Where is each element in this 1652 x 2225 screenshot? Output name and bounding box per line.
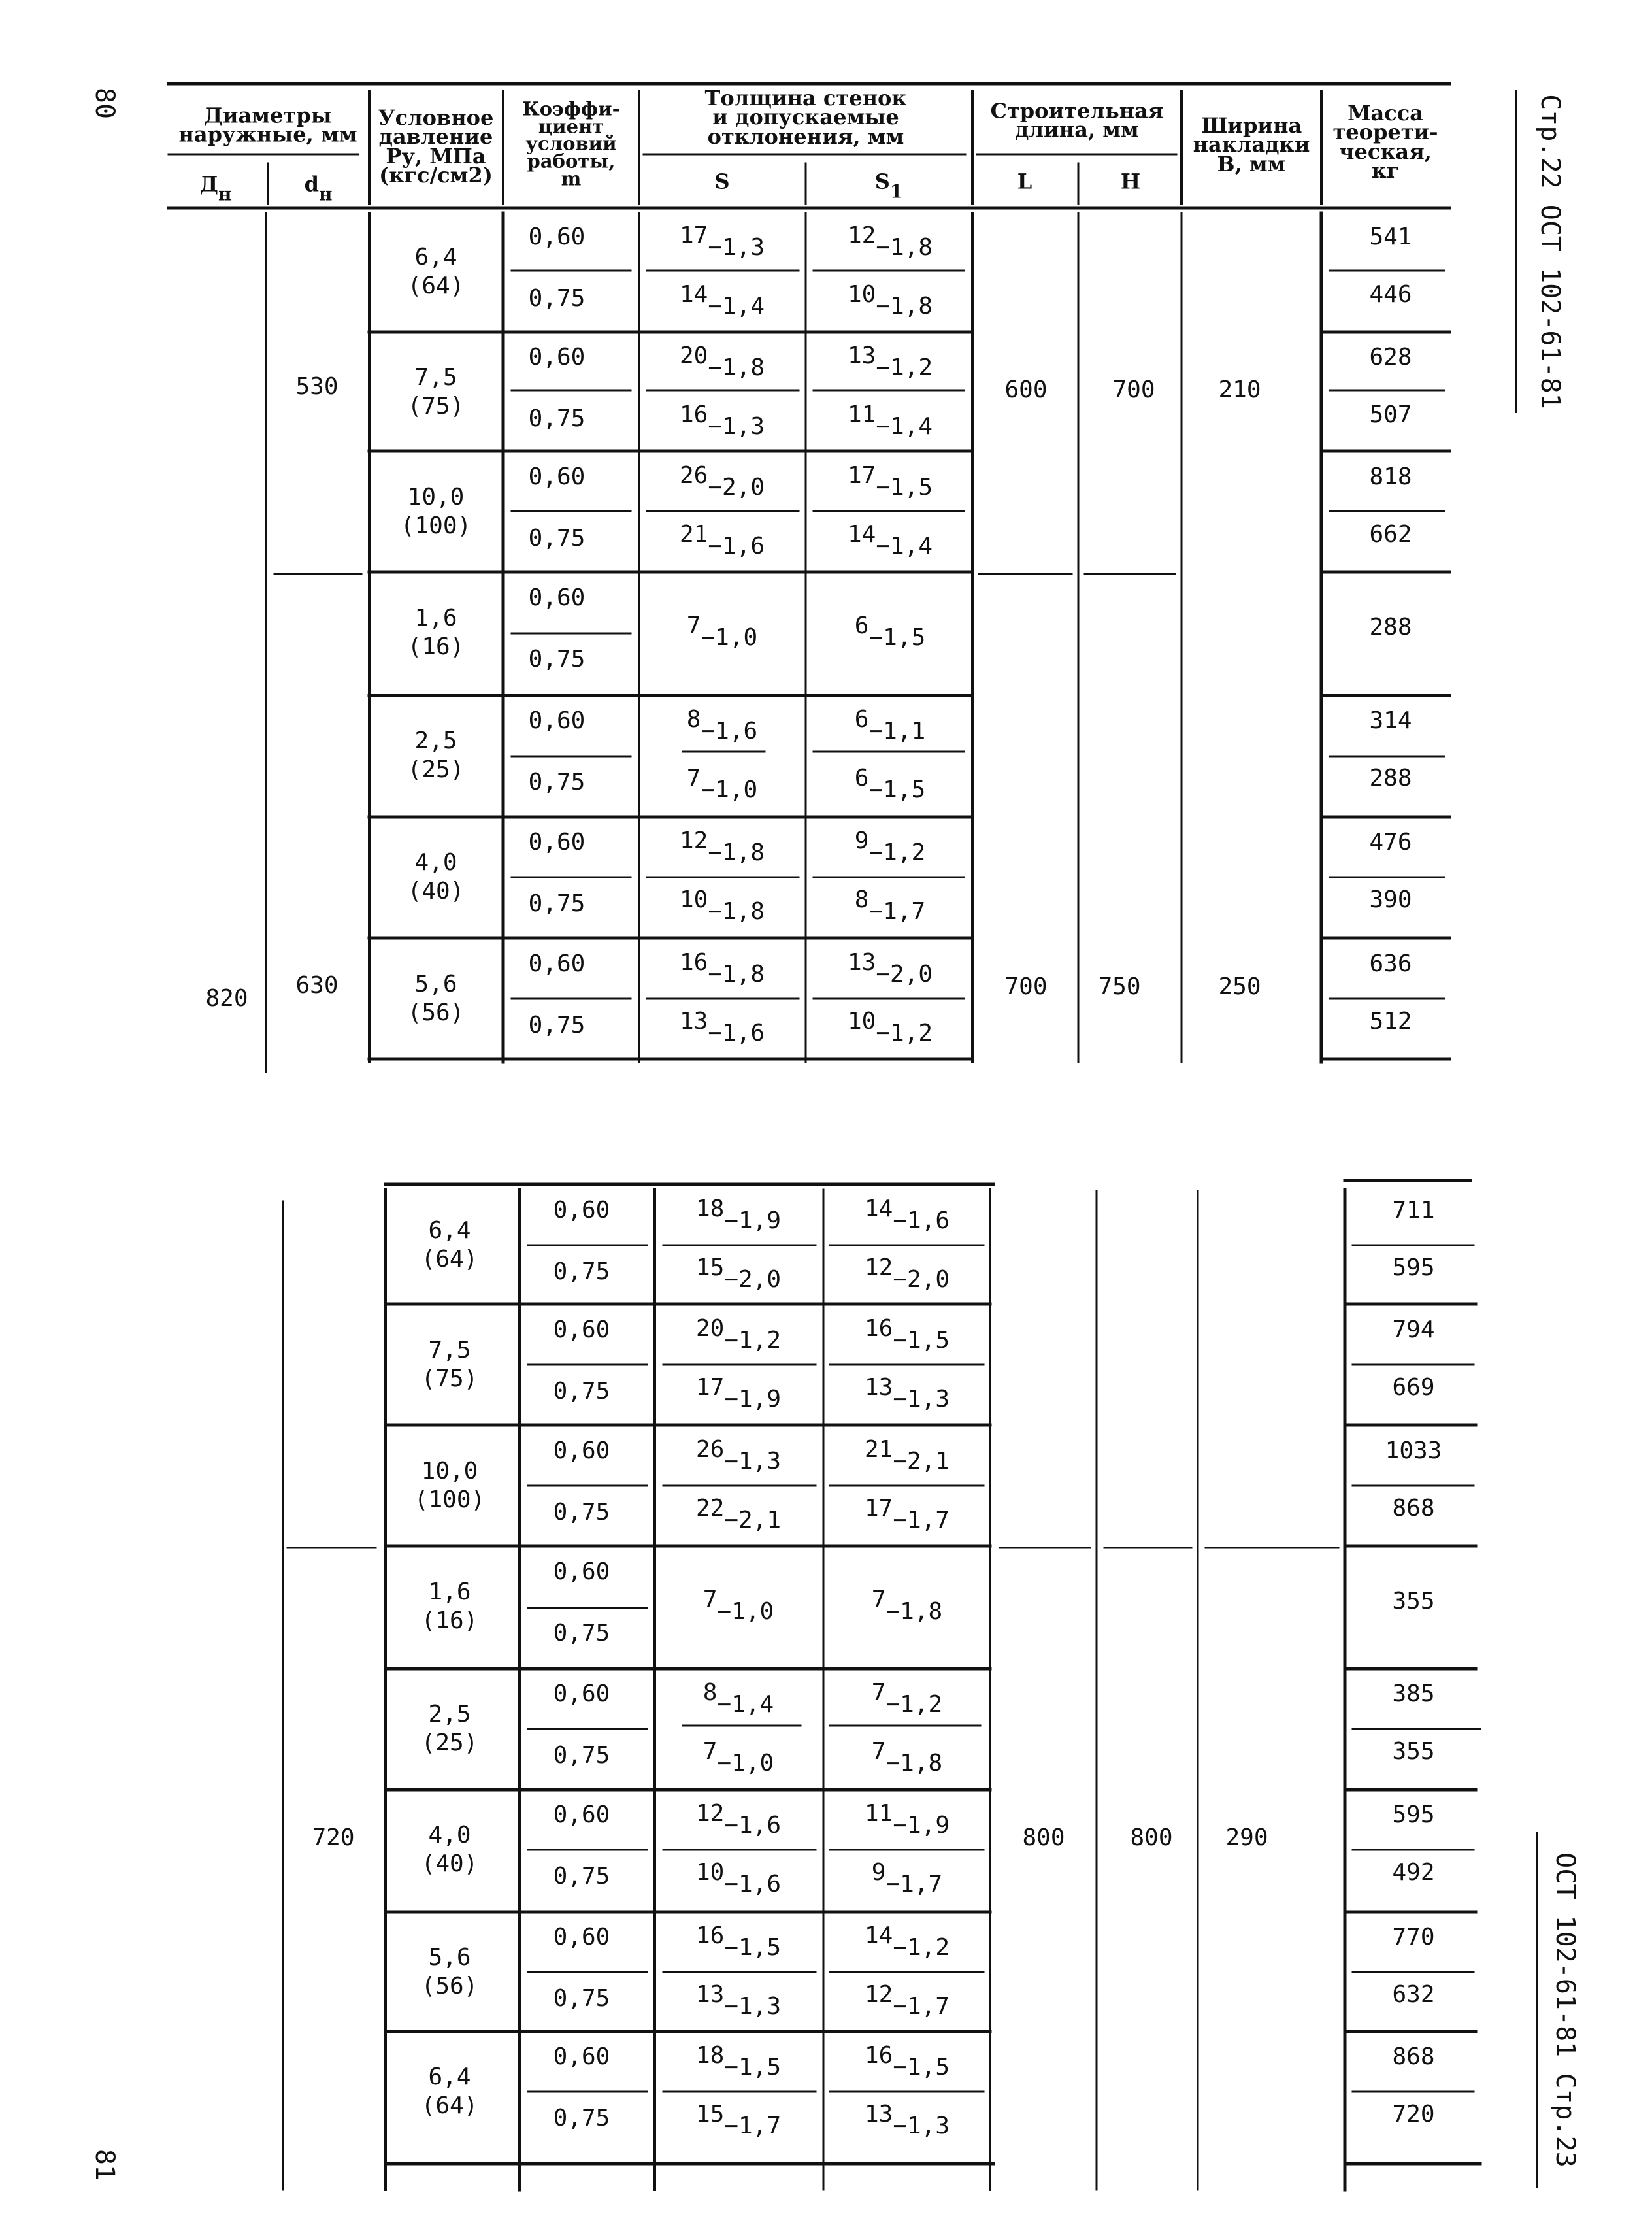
coef-m: 0,75	[553, 1620, 610, 1647]
wall-S1-deviation: −1,2	[868, 839, 926, 866]
coef-m: 0,60	[528, 829, 586, 856]
wall-S	[695, 1254, 782, 1293]
wall-S1	[864, 1436, 950, 1475]
side-label-top: Стр.22 ОСТ 102-61-81	[1535, 94, 1565, 409]
pressure-kgf: (64)	[421, 2092, 478, 2119]
header-S: S	[714, 169, 730, 194]
wall-S	[695, 1315, 782, 1354]
wall-S	[695, 1922, 782, 1961]
coef-m: 0,75	[528, 769, 586, 795]
pressure-kgf: (56)	[407, 999, 465, 1026]
wall-S	[686, 765, 758, 803]
wall-S1	[854, 765, 926, 803]
wall-S-deviation: −1,3	[724, 1993, 782, 2020]
wall-S1-deviation: −1,3	[893, 1386, 950, 1413]
wall-S1	[847, 462, 933, 501]
wall-S-deviation: −1,3	[708, 413, 765, 440]
wall-S-deviation: −1,8	[708, 839, 765, 866]
coef-m: 0,75	[528, 890, 586, 917]
width-B: 290	[1225, 1824, 1268, 1851]
wall-S1	[847, 281, 933, 320]
mass-value: 868	[1392, 1495, 1435, 1522]
wall-S-deviation: −2,0	[708, 474, 765, 501]
wall-S-deviation: −1,5	[724, 1934, 782, 1961]
wall-S1	[847, 1008, 933, 1046]
wall-S-nominal: 7	[702, 1738, 718, 1765]
mass-value: 390	[1369, 886, 1412, 913]
pressure-kgf: (75)	[407, 393, 465, 420]
wall-S-nominal: 16	[695, 1922, 725, 1949]
pressure-mpa: 2,5	[414, 728, 457, 754]
coef-m: 0,60	[553, 1197, 610, 1224]
wall-S1-nominal: 17	[847, 462, 876, 489]
wall-S-nominal: 17	[695, 1374, 725, 1401]
header-H: H	[1120, 169, 1141, 194]
length-L: 700	[1004, 973, 1048, 1000]
wall-S1-nominal: 12	[864, 1254, 893, 1281]
wall-S1-deviation: −1,8	[885, 1750, 943, 1777]
wall-S1-deviation: −1,2	[876, 1020, 933, 1046]
header-width: Ширина накладки B, мм	[1193, 112, 1310, 176]
mass-value: 507	[1369, 401, 1412, 428]
wall-S-deviation: −1,6	[708, 1020, 765, 1046]
mass-value: 632	[1392, 1981, 1435, 2008]
wall-S1	[864, 2101, 950, 2139]
wall-S-nominal: 13	[695, 1981, 725, 2008]
wall-S	[679, 343, 765, 381]
wall-S1-nominal: 7	[871, 1586, 886, 1613]
wall-S1-deviation: −1,2	[885, 1691, 943, 1718]
wall-S	[695, 1436, 782, 1475]
wall-S1	[871, 1859, 943, 1898]
coef-m: 0,75	[528, 646, 586, 673]
header-diameters: Диаметры наружные, мм	[178, 103, 357, 147]
wall-S1-nominal: 12	[847, 222, 876, 249]
wall-S-deviation: −1,8	[708, 354, 765, 381]
outer-diameter-d: 530	[295, 373, 339, 400]
wall-S	[695, 1981, 782, 2020]
length-H: 700	[1112, 376, 1155, 403]
length-H: 800	[1130, 1824, 1173, 1851]
mass-value: 770	[1392, 1924, 1435, 1950]
wall-S1-nominal: 8	[854, 886, 869, 913]
mass-value: 711	[1392, 1197, 1435, 1224]
wall-S1	[864, 1254, 950, 1293]
wall-S1-nominal: 14	[864, 1922, 893, 1949]
wall-S	[686, 612, 758, 651]
pressure-mpa: 6,4	[414, 244, 457, 271]
header-pressure: Условное давление Pу, МПа (кгс/см2)	[378, 105, 494, 188]
mass-value: 595	[1392, 1254, 1435, 1281]
page-number-bottom: 81	[90, 2149, 120, 2181]
header-S1: S1	[874, 169, 903, 203]
pressure-kgf: (100)	[400, 512, 472, 539]
wall-S-nominal: 16	[679, 949, 708, 976]
mass-value: 288	[1369, 765, 1412, 792]
length-L: 800	[1022, 1824, 1065, 1851]
coef-m: 0,60	[553, 1437, 610, 1464]
outer-diameter-D: 820	[205, 985, 248, 1012]
wall-S-nominal: 7	[686, 765, 701, 792]
wall-S1	[864, 1922, 950, 1961]
wall-S1-nominal: 10	[847, 281, 876, 308]
header-D-outer: Дн	[199, 171, 232, 205]
wall-S	[695, 1800, 782, 1839]
wall-S1	[847, 222, 933, 261]
wall-S1-deviation: −2,0	[876, 961, 933, 988]
coef-m: 0,60	[553, 1801, 610, 1828]
wall-S1-nominal: 16	[864, 1315, 893, 1342]
coef-m: 0,60	[528, 707, 586, 734]
wall-S1	[854, 706, 926, 744]
wall-S-deviation: −1,0	[717, 1750, 774, 1777]
page-number-top: 80	[90, 87, 120, 120]
outer-diameter-d: 720	[312, 1824, 355, 1851]
wall-S-nominal: 14	[679, 281, 708, 308]
wall-S-deviation: −1,9	[724, 1386, 782, 1413]
wall-S-nominal: 12	[695, 1800, 725, 1827]
wall-S	[695, 1196, 782, 1234]
wall-S-nominal: 21	[679, 521, 708, 548]
wall-S1-nominal: 11	[847, 401, 876, 428]
wall-S-nominal: 18	[695, 2042, 725, 2069]
wall-S	[695, 2042, 782, 2081]
coef-m: 0,75	[553, 1742, 610, 1769]
coef-m: 0,60	[528, 584, 586, 611]
mass-value: 794	[1392, 1316, 1435, 1343]
mass-value: 541	[1369, 224, 1412, 250]
wall-S-deviation: −1,0	[701, 624, 758, 651]
pressure-mpa: 1,6	[414, 605, 457, 631]
wall-S-nominal: 8	[686, 706, 701, 733]
pressure-kgf: (16)	[421, 1607, 478, 1634]
wall-S-deviation: −1,8	[708, 961, 765, 988]
wall-S1-deviation: −1,3	[893, 2113, 950, 2139]
wall-S1-nominal: 10	[847, 1008, 876, 1035]
mass-value: 512	[1369, 1008, 1412, 1035]
wall-S	[679, 886, 765, 925]
header-mass: Масса теорети- ческая, кг	[1332, 101, 1438, 184]
wall-S-deviation: −2,1	[724, 1507, 782, 1533]
width-B: 250	[1218, 973, 1261, 1000]
coef-m: 0,60	[528, 224, 586, 250]
coef-m: 0,60	[528, 344, 586, 371]
wall-S-nominal: 7	[686, 612, 701, 639]
wall-S	[695, 1495, 782, 1533]
wall-S1	[871, 1679, 943, 1718]
wall-S-deviation: −1,9	[724, 1207, 782, 1234]
pressure-mpa: 1,6	[428, 1579, 471, 1605]
wall-S1-deviation: −1,2	[876, 354, 933, 381]
coef-m: 0,60	[528, 950, 586, 977]
wall-S1	[854, 886, 926, 925]
wall-S	[679, 521, 765, 560]
wall-S-nominal: 15	[695, 2101, 725, 2128]
wall-S1-deviation: −2,1	[893, 1448, 950, 1475]
wall-S	[702, 1679, 774, 1718]
side-label-bottom: ОСТ 102-61-81 Стр.23	[1550, 1852, 1580, 2167]
coef-m: 0,60	[553, 1924, 610, 1950]
pressure-mpa: 2,5	[428, 1701, 471, 1728]
wall-S1-deviation: −1,4	[876, 533, 933, 560]
wall-S1	[871, 1586, 943, 1625]
wall-S-deviation: −1,6	[724, 1871, 782, 1898]
coef-m: 0,75	[528, 405, 586, 432]
wall-S	[679, 281, 765, 320]
wall-S-nominal: 22	[695, 1495, 725, 1522]
wall-S1-deviation: −1,6	[893, 1207, 950, 1234]
wall-S-nominal: 26	[695, 1436, 725, 1463]
wall-S1	[864, 2042, 950, 2081]
wall-S	[679, 401, 765, 440]
wall-S1	[871, 1738, 943, 1777]
wall-S1-deviation: −1,5	[868, 624, 926, 651]
pressure-mpa: 10,0	[421, 1458, 478, 1484]
wall-S	[679, 222, 765, 261]
wall-S-deviation: −1,6	[701, 718, 758, 744]
wall-S	[695, 1374, 782, 1413]
wall-S1	[864, 1981, 950, 2020]
mass-value: 628	[1369, 344, 1412, 371]
wall-S-nominal: 16	[679, 401, 708, 428]
mass-value: 868	[1392, 2043, 1435, 2070]
wall-S-deviation: −1,6	[708, 533, 765, 560]
coef-m: 0,60	[553, 1558, 610, 1585]
mass-value: 492	[1392, 1859, 1435, 1886]
mass-value: 636	[1369, 950, 1412, 977]
wall-S-nominal: 10	[679, 886, 708, 913]
pressure-mpa: 4,0	[414, 849, 457, 876]
wall-S1	[847, 949, 933, 988]
pressure-mpa: 5,6	[414, 971, 457, 997]
wall-S1-nominal: 16	[864, 2042, 893, 2069]
length-L: 600	[1004, 376, 1048, 403]
wall-S-nominal: 8	[702, 1679, 718, 1706]
wall-S1-nominal: 17	[864, 1495, 893, 1522]
wall-S1-nominal: 6	[854, 706, 869, 733]
wall-S1-deviation: −1,8	[876, 293, 933, 320]
wall-S1-nominal: 7	[871, 1738, 886, 1765]
wall-S1-deviation: −1,7	[885, 1871, 943, 1898]
wall-S	[702, 1586, 774, 1625]
wall-S	[679, 828, 765, 866]
wall-S-deviation: −1,3	[724, 1448, 782, 1475]
wall-S1	[864, 1374, 950, 1413]
wall-S-deviation: −1,7	[724, 2113, 782, 2139]
mass-value: 1033	[1385, 1437, 1442, 1464]
mass-value: 595	[1392, 1801, 1435, 1828]
coef-m: 0,75	[528, 285, 586, 312]
wall-S1-nominal: 14	[847, 521, 876, 548]
mass-value: 476	[1369, 829, 1412, 856]
mass-value: 720	[1392, 2101, 1435, 2128]
wall-S1	[864, 1495, 950, 1533]
wall-S1	[864, 1315, 950, 1354]
wall-S-nominal: 20	[695, 1315, 725, 1342]
wall-S-nominal: 13	[679, 1008, 708, 1035]
pressure-kgf: (25)	[421, 1730, 478, 1756]
wall-S1-deviation: −1,8	[876, 234, 933, 261]
pressure-kgf: (64)	[421, 1246, 478, 1273]
wall-S-deviation: −1,4	[717, 1691, 774, 1718]
wall-S1	[864, 1800, 950, 1839]
coef-m: 0,75	[528, 525, 586, 552]
wall-S1-nominal: 21	[864, 1436, 893, 1463]
wall-S-nominal: 10	[695, 1859, 725, 1886]
coef-m: 0,75	[553, 1863, 610, 1890]
pressure-mpa: 4,0	[428, 1822, 471, 1849]
pressure-kgf: (16)	[407, 633, 465, 660]
coef-m: 0,75	[553, 1985, 610, 2012]
wall-S1-nominal: 6	[854, 765, 869, 792]
pressure-mpa: 10,0	[407, 484, 465, 510]
mass-value: 446	[1369, 281, 1412, 308]
wall-S-nominal: 17	[679, 222, 708, 249]
coef-m: 0,75	[528, 1012, 586, 1039]
coef-m: 0,60	[553, 1681, 610, 1707]
wall-S	[679, 1008, 765, 1046]
wall-S1-deviation: −1,7	[868, 898, 926, 925]
wall-S1-nominal: 7	[871, 1679, 886, 1706]
coef-m: 0,60	[528, 463, 586, 490]
wall-S1-deviation: −1,2	[893, 1934, 950, 1961]
wall-S1-deviation: −1,4	[876, 413, 933, 440]
pressure-kgf: (64)	[407, 273, 465, 299]
wall-S1-deviation: −1,5	[893, 1327, 950, 1354]
wall-S1	[847, 521, 933, 560]
wall-S1	[847, 401, 933, 440]
wall-S-nominal: 18	[695, 1196, 725, 1222]
wall-S1-deviation: −1,7	[893, 1993, 950, 2020]
pressure-kgf: (25)	[407, 756, 465, 783]
header-coef: Коэффи- циент условий работы, m	[522, 97, 620, 190]
wall-S-deviation: −1,3	[708, 234, 765, 261]
mass-value: 818	[1369, 463, 1412, 490]
wall-S1-deviation: −1,1	[868, 718, 926, 744]
wall-S-nominal: 20	[679, 343, 708, 369]
wall-S-deviation: −1,6	[724, 1812, 782, 1839]
coef-m: 0,75	[553, 2105, 610, 2132]
pressure-mpa: 6,4	[428, 1217, 471, 1244]
wall-S1-nominal: 14	[864, 1196, 893, 1222]
wall-S	[695, 1859, 782, 1898]
wall-S1-deviation: −1,9	[893, 1812, 950, 1839]
coef-m: 0,75	[553, 1378, 610, 1405]
outer-diameter-d: 630	[295, 972, 339, 999]
wall-S1-nominal: 13	[864, 1374, 893, 1401]
mass-value: 662	[1369, 521, 1412, 548]
wall-S1-nominal: 6	[854, 612, 869, 639]
pressure-kgf: (40)	[421, 1850, 478, 1877]
wall-S	[702, 1738, 774, 1777]
pressure-kgf: (56)	[421, 1973, 478, 1999]
header-d-outer: dн	[304, 171, 333, 205]
wall-S	[695, 2101, 782, 2139]
pressure-kgf: (100)	[414, 1486, 486, 1513]
pressure-kgf: (75)	[421, 1365, 478, 1392]
wall-S1	[854, 828, 926, 866]
wall-S	[686, 706, 758, 744]
wall-S1	[847, 343, 933, 381]
wall-S-deviation: −1,5	[724, 2054, 782, 2081]
wall-S	[679, 949, 765, 988]
wall-S-deviation: −1,4	[708, 293, 765, 320]
wall-S1	[864, 1196, 950, 1234]
pressure-mpa: 7,5	[414, 364, 457, 391]
width-B: 210	[1218, 376, 1261, 403]
wall-S1-deviation: −1,5	[893, 2054, 950, 2081]
mass-value: 355	[1392, 1738, 1435, 1765]
coef-m: 0,75	[553, 1499, 610, 1526]
wall-S-nominal: 26	[679, 462, 708, 489]
header-L: L	[1017, 169, 1032, 194]
wall-S1-deviation: −1,5	[868, 777, 926, 803]
wall-S1-nominal: 9	[871, 1859, 886, 1886]
wall-S1-deviation: −1,8	[885, 1598, 943, 1625]
pressure-mpa: 6,4	[428, 2064, 471, 2090]
wall-S1-deviation: −2,0	[893, 1266, 950, 1293]
wall-S1-deviation: −1,5	[876, 474, 933, 501]
coef-m: 0,60	[553, 2043, 610, 2070]
wall-S1	[854, 612, 926, 651]
mass-value: 288	[1369, 614, 1412, 641]
pressure-mpa: 7,5	[428, 1337, 471, 1363]
mass-value: 669	[1392, 1374, 1435, 1401]
coef-m: 0,75	[553, 1258, 610, 1285]
wall-S	[679, 462, 765, 501]
wall-S-nominal: 15	[695, 1254, 725, 1281]
wall-S-nominal: 7	[702, 1586, 718, 1613]
coef-m: 0,60	[553, 1316, 610, 1343]
wall-S-deviation: −2,0	[724, 1266, 782, 1293]
wall-S1-nominal: 9	[854, 828, 869, 854]
header-wall: Толщина стенок и допускаемые отклонения, мм	[704, 85, 907, 149]
wall-S-deviation: −1,8	[708, 898, 765, 925]
length-H: 750	[1098, 973, 1141, 1000]
wall-S1-nominal: 13	[847, 343, 876, 369]
mass-value: 314	[1369, 707, 1412, 734]
wall-S-deviation: −1,0	[701, 777, 758, 803]
mass-value: 385	[1392, 1681, 1435, 1707]
pressure-kgf: (40)	[407, 878, 465, 905]
wall-S1-deviation: −1,7	[893, 1507, 950, 1533]
wall-S-deviation: −1,0	[717, 1598, 774, 1625]
wall-S-deviation: −1,2	[724, 1327, 782, 1354]
mass-value: 355	[1392, 1588, 1435, 1614]
wall-S1-nominal: 11	[864, 1800, 893, 1827]
wall-S-nominal: 12	[679, 828, 708, 854]
wall-S1-nominal: 12	[864, 1981, 893, 2008]
pressure-mpa: 5,6	[428, 1944, 471, 1971]
wall-S1-nominal: 13	[864, 2101, 893, 2128]
wall-S1-nominal: 13	[847, 949, 876, 976]
header-length: Строительная длина, мм	[990, 98, 1164, 142]
